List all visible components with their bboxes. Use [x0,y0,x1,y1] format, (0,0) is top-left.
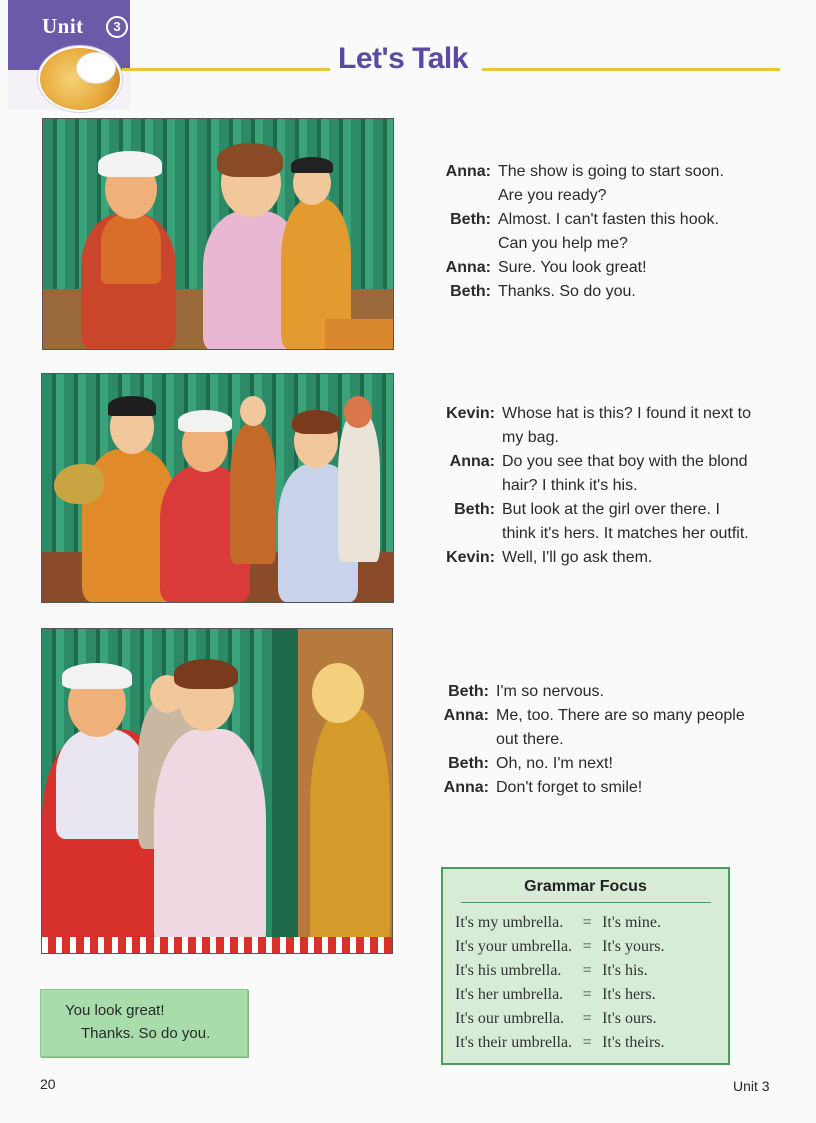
expression-tip-box [40,989,248,1057]
grammar-focus-box [441,867,730,1065]
line-text: hair? I think it's his. [502,477,638,494]
line-text: Are you ready? [498,187,607,204]
speaker-name: Anna: [445,163,491,180]
grammar-row [455,1007,665,1031]
grammar-left: It's our umbrella. [455,1010,565,1027]
speaker-name: Kevin: [446,405,495,422]
grammar-focus-divider [461,902,711,903]
line-text: I'm so nervous. [496,683,604,700]
dialogue-line [426,498,788,546]
speaker-name: Beth: [454,501,495,518]
line-text: Whose hat is this? I found it next to [502,405,752,422]
speaker-name: Beth: [448,683,489,700]
equals-sign: = [582,1010,592,1027]
speaker-name: Beth: [448,755,489,772]
grammar-row [455,911,665,935]
dialogue-line [424,680,784,704]
grammar-right: It's yours. [602,938,665,955]
illustration-backstage-hook [42,118,394,350]
unit-label: Unit [42,14,84,38]
speaker-name: Kevin: [446,549,495,566]
unit-number-badge: 3 [106,16,128,38]
dialogue-line [426,256,786,280]
header-rule-right [482,68,780,71]
grammar-row [455,935,665,959]
line-text: out there. [496,731,564,748]
line-text: Oh, no. I'm next! [496,755,613,772]
page-title: Let's Talk [338,42,468,75]
dialogue-line [426,450,788,498]
grammar-row [455,1031,665,1055]
footer-unit: Unit 3 [733,1078,770,1094]
grammar-right: It's ours. [602,1010,657,1027]
line-text: The show is going to start soon. [498,163,724,180]
line-text: Can you help me? [498,235,628,252]
grammar-focus-title: Grammar Focus [524,878,647,895]
dialogue-line [424,752,784,776]
grammar-focus-table [455,911,665,1055]
grammar-left: It's her umbrella. [455,986,564,1003]
dialogue-2 [426,402,788,570]
grammar-right: It's theirs. [602,1034,665,1051]
line-text: Me, too. There are so many people [496,707,745,724]
header-rule-left [122,68,330,71]
grammar-left: It's his umbrella. [455,962,562,979]
dialogue-line [426,280,786,304]
dialogue-line [426,402,788,450]
speaker-name: Anna: [443,707,489,724]
equals-sign: = [582,938,592,955]
grammar-row [455,983,665,1007]
dialogue-3 [424,680,784,800]
dialogue-line [426,546,788,570]
line-text: But look at the girl over there. I [502,501,720,518]
equals-sign: = [582,1034,592,1051]
tip-line-2: Thanks. So do you. [81,1025,211,1042]
grammar-row [455,959,665,983]
dialogue-1 [426,160,786,304]
dialogue-line [426,208,786,256]
equals-sign: = [582,962,592,979]
grammar-right: It's hers. [602,986,656,1003]
illustration-nervous-wings [41,628,393,954]
speech-bubble-icon [76,52,116,84]
speaker-name: Beth: [450,283,491,300]
line-text: Don't forget to smile! [496,779,643,796]
dialogue-line [426,160,786,208]
illustration-whose-hat [41,373,394,603]
speaker-name: Anna: [449,453,495,470]
line-text: think it's hers. It matches her outfit. [502,525,749,542]
line-text: Well, I'll go ask them. [502,549,653,566]
grammar-right: It's his. [602,962,648,979]
line-text: Do you see that boy with the blond [502,453,748,470]
line-text: Thanks. So do you. [498,283,636,300]
equals-sign: = [582,986,592,1003]
line-text: my bag. [502,429,559,446]
dialogue-line [424,704,784,752]
speaker-name: Beth: [450,211,491,228]
grammar-right: It's mine. [602,914,661,931]
grammar-left: It's your umbrella. [455,938,573,955]
grammar-left: It's their umbrella. [455,1034,573,1051]
speaker-name: Anna: [445,259,491,276]
page-number: 20 [40,1076,56,1092]
equals-sign: = [582,914,592,931]
tip-line-1: You look great! [65,1002,165,1019]
speaker-name: Anna: [443,779,489,796]
grammar-left: It's my umbrella. [455,914,564,931]
dialogue-line [424,776,784,800]
line-text: Almost. I can't fasten this hook. [498,211,719,228]
line-text: Sure. You look great! [498,259,647,276]
